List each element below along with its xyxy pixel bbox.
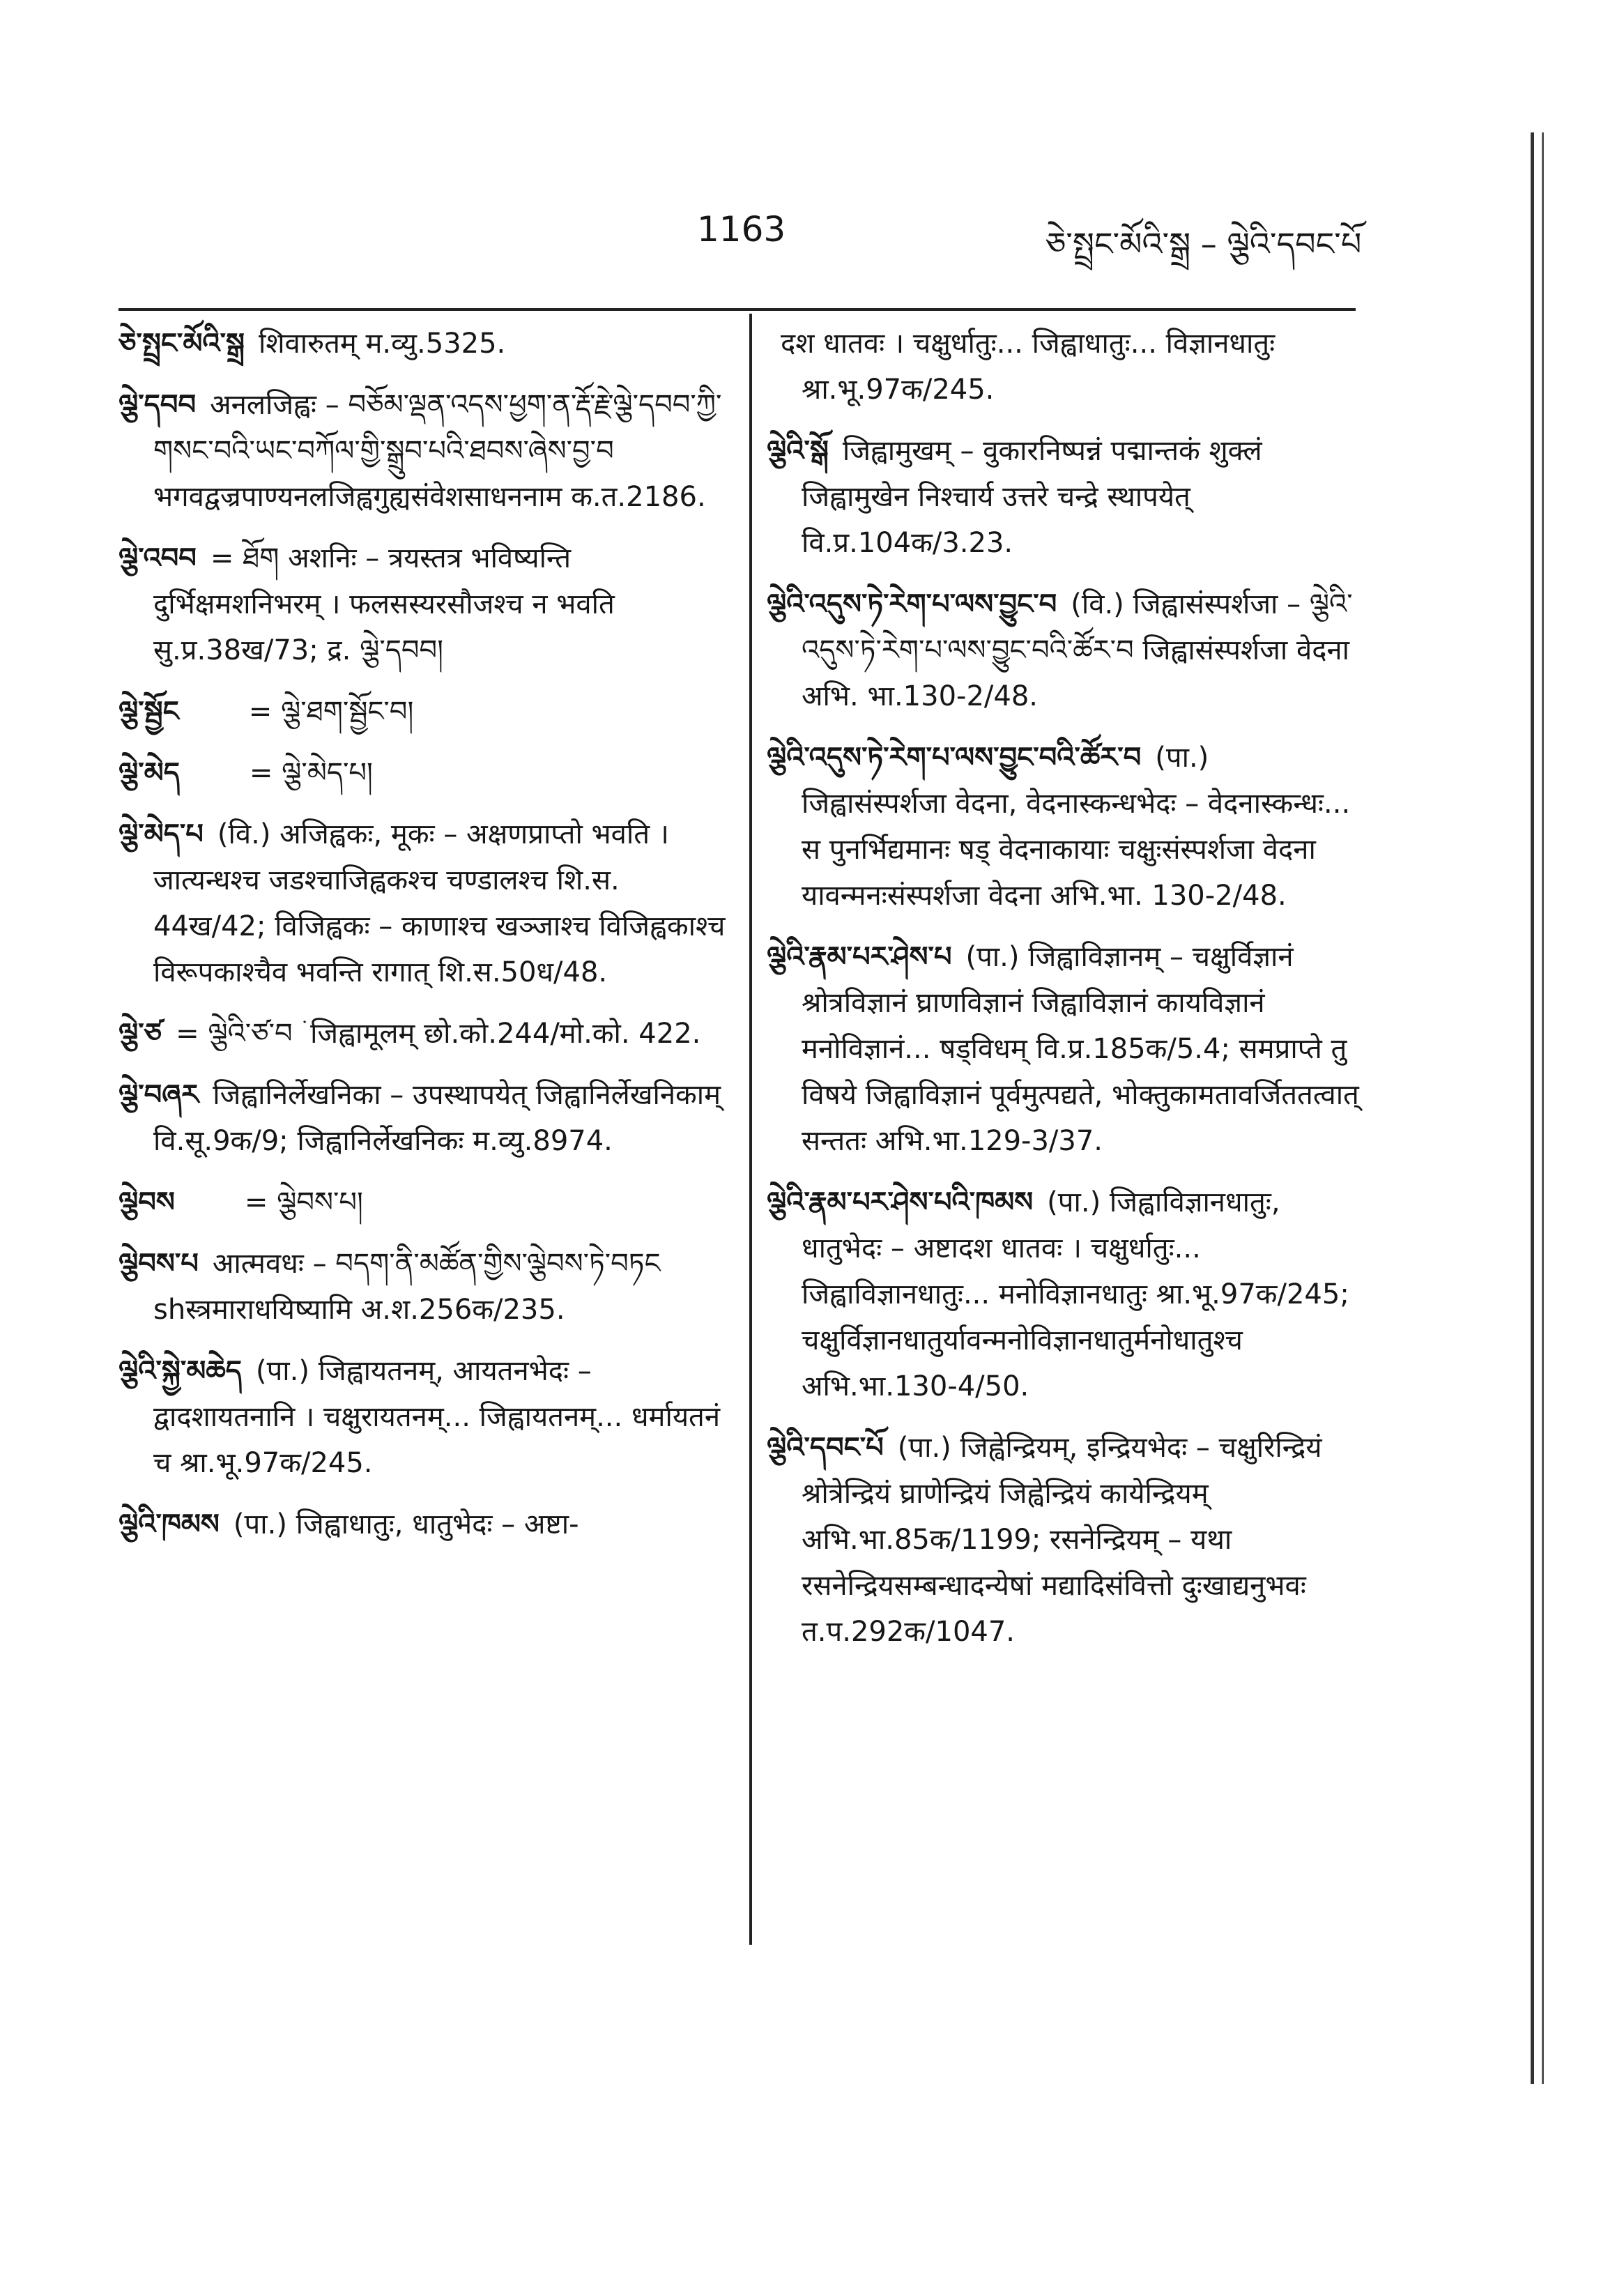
dictionary-entry bbox=[767, 428, 1359, 566]
headword: ལྕེའི་སྒོ bbox=[767, 435, 829, 467]
dictionary-entry bbox=[118, 1011, 732, 1057]
entry-text: (पा.) जिह्वायतनम्, आयतनभेदः – द्वादशायतनानि । चक्षुरायतनम्... जिह्वायतनम्... धर्मायतनं च श्रा.भू.97क/245. bbox=[153, 1355, 721, 1479]
column-divider bbox=[749, 314, 752, 1945]
entry-text: = ལྕེ་ཐག་སྦྱོང་བ། bbox=[248, 696, 414, 728]
headword: ལྕེབས་པ bbox=[118, 1248, 199, 1280]
edge-rule bbox=[1542, 132, 1544, 2084]
headword: ལྕེའི་རྣམ་པར་ཤེས་པ bbox=[767, 941, 952, 973]
running-head: ཅེ་སྤྲང་མོའི་སྒྲ – ལྕེའི་དབང་པོ bbox=[1045, 225, 1362, 263]
headword: ལྕེའི་འདུས་ཏེ་རེག་པ་ལས་བྱུང་བ bbox=[767, 588, 1057, 620]
left-column bbox=[118, 321, 732, 1563]
entry-text: (पा.) जिह्वासंस्पर्शजा वेदना, वेदनास्कन्धभेदः – वेदनास्कन्धः... स पुनर्भिद्यमानः षड् वेदनाकायाः चक्षुःसंस्पर्शजा वेदना यावन्मनःसंस्पर्शजा वेदना अभि.भा. 130-2/48. bbox=[802, 742, 1351, 912]
dictionary-entry bbox=[118, 689, 732, 735]
entry-text: = ལྕེབས་པ། bbox=[244, 1186, 363, 1218]
headword: ལྕེའི་དབང་པོ bbox=[767, 1432, 884, 1464]
entry-text: (पा.) जिह्वाविज्ञानम् – चक्षुर्विज्ञानं श्रोत्रविज्ञानं घ्राणविज्ञानं जिह्वाविज्ञानं कायविज्ञानं मनोविज्ञानं... षड्विधम् वि.प्र.185क/5.4; समप्राप्ते तु विषये जिह्वाविज्ञानं पूर्वमुत्पद्यते, भोक्तुकामतावर्जिततत्वात् सन्ततः अभि.भा.129-3/37. bbox=[802, 941, 1359, 1157]
page-number: 1163 bbox=[697, 209, 786, 250]
entry-text: = ལྕེའི་ཙ་བ ࣪ जिह्वामूलम् छो.को.244/मो.को. 422. bbox=[176, 1018, 701, 1050]
entry-text: (पा.) जिह्वेन्द्रियम्, इन्द्रियभेदः – चक्षुरिन्द्रियं श्रोत्रेन्द्रियं घ्राणेन्द्रियं जिह्वेन्द्रियं कायेन्द्रियम् अभि.भा.85क/1199; रसनेन्द्रियम् – यथा रसनेन्द्रियसम्बन्धादन्येषां मद्यादिसंवित्तो दुःखाद्यनुभवः त.प.292क/1047. bbox=[802, 1432, 1322, 1648]
entry-text: (पा.) जिह्वाधातुः, धातुभेदः – अष्टा- bbox=[233, 1508, 579, 1540]
headword: ལྕེའི་ཁམས bbox=[118, 1508, 220, 1540]
headword: ལྕེ་མེད་པ bbox=[118, 818, 204, 850]
dictionary-entry bbox=[118, 1348, 732, 1486]
dictionary-entry bbox=[118, 750, 732, 796]
dictionary-entry bbox=[767, 735, 1359, 919]
edge-rule bbox=[1531, 132, 1534, 2084]
entry-text: अनलजिह्वः – བཅོམ་ལྡན་འདས་ཕྱག་ན་རྡོ་རྗེ་ལྕེ་དབབ་ཀྱི་གསང་བའི་ཡང་བཀོལ་གྱི་སྒྲུབ་པའི་ཐབས་ཞེས་བྱ་བ भगवद्वज्रपाण्यनलजिह्वगुह्यसंवेशसाधननाम क.त.2186. bbox=[153, 389, 722, 513]
dictionary-entry bbox=[118, 1501, 732, 1547]
headword: ལྕེའི་སྐྱེ་མཆེད bbox=[118, 1355, 242, 1387]
dictionary-entry bbox=[118, 321, 732, 367]
dictionary-entry bbox=[767, 934, 1359, 1164]
entry-text: (पा.) जिह्वाविज्ञानधातुः, धातुभेदः – अष्टादश धातवः । चक्षुर्धातुः... जिह्वाविज्ञानधातुः... मनोविज्ञानधातुः श्रा.भू.97क/245; चक्षुर्विज्ञानधातुर्यावन्मनोविज्ञानधातुर्मनोधातुश्च अभि.भा.130-4/50. bbox=[802, 1186, 1349, 1402]
dictionary-entry bbox=[118, 811, 732, 995]
entry-text: = ཐོག अशनिः – त्रयस्तत्र भविष्यन्ति दुर्भिक्षमशनिभरम् । फलसस्यरसौजश्च न भवति सु.प्र.38ख/73; द्र. ལྕེ་དབབ། bbox=[153, 542, 615, 666]
dictionary-entry bbox=[118, 1072, 732, 1164]
headword: ལྕེ་འབབ bbox=[118, 542, 197, 574]
entry-text: जिह्वामुखम् – वुकारनिष्पन्नं पद्मान्तकं शुक्लं जिह्वामुखेन निश्चार्य उत्तरे चन्द्रे स्थापयेत् वि.प्र.104क/3.23. bbox=[802, 435, 1262, 559]
headword: ཅེ་སྤྲང་མོའི་སྒྲ bbox=[118, 328, 245, 360]
dictionary-entry bbox=[118, 535, 732, 673]
headword: ལྕེ་སྦྱོང bbox=[118, 696, 179, 728]
headword: ལྕེ་མེད bbox=[118, 757, 180, 789]
entry-text: शिवारुतम् म.व्यु.5325. bbox=[259, 328, 506, 360]
headword: ལྕེ་བཞར bbox=[118, 1079, 199, 1111]
dictionary-entry bbox=[767, 1425, 1359, 1655]
dictionary-entry bbox=[767, 321, 1359, 413]
headword: ལྕེའི་རྣམ་པར་ཤེས་པའི་ཁམས bbox=[767, 1186, 1034, 1218]
entry-text: जिह्वानिर्लेखनिका – उपस्थापयेत् जिह्वानिर्लेखनिकाम् वि.सू.9क/9; जिह्वानिर्लेखनिकः म.व्यु.8974. bbox=[153, 1079, 721, 1157]
dictionary-entry bbox=[118, 1241, 732, 1333]
headword: ལྕེ་ཙ bbox=[118, 1018, 162, 1050]
dictionary-entry bbox=[118, 382, 732, 520]
dictionary-entry bbox=[118, 1179, 732, 1225]
entry-text: = ལྕེ་མེད་པ། bbox=[249, 757, 373, 789]
dictionary-entry bbox=[767, 1179, 1359, 1409]
entry-text: दश धातवः । चक्षुर्धातुः... जिह्वाधातुः... विज्ञानधातुः श्रा.भू.97क/245. bbox=[781, 328, 1276, 406]
right-column bbox=[767, 321, 1359, 1670]
top-rule bbox=[118, 308, 1356, 311]
headword: ལྕེ་དབབ bbox=[118, 389, 197, 421]
headword: ལྕེའི་འདུས་ཏེ་རེག་པ་ལས་བྱུང་བའི་ཚོར་བ bbox=[767, 742, 1142, 774]
entry-text: (वि.) जिह्वासंस्पर्शजा – ལྕེའི་འདུས་ཏེ་རེག་པ་ལས་བྱུང་བའི་ཚོར་བ जिह्वासंस्पर्शजा वेदना अभि. भा.130-2/48. bbox=[802, 588, 1353, 712]
headword: ལྕེབས bbox=[118, 1186, 175, 1218]
entry-text: आत्मवधः – བདག་ནི་མཚོན་གྱིས་ལྕེབས་ཏེ་བཏང shस्त्रमाराधयिष्यामि अ.श.256क/235. bbox=[153, 1248, 661, 1326]
entry-text: (वि.) अजिह्वकः, मूकः – अक्षणप्राप्तो भवति । जात्यन्धश्च जडश्चाजिह्वकश्च चण्डालश्च शि.स. 44ख/42; विजिह्वकः – काणाश्च खञ्जाश्च विजिह्वकाश्च विरूपकाश्चैव भवन्ति रागात् शि.स.50ध/48. bbox=[153, 818, 726, 988]
dictionary-entry bbox=[767, 581, 1359, 719]
